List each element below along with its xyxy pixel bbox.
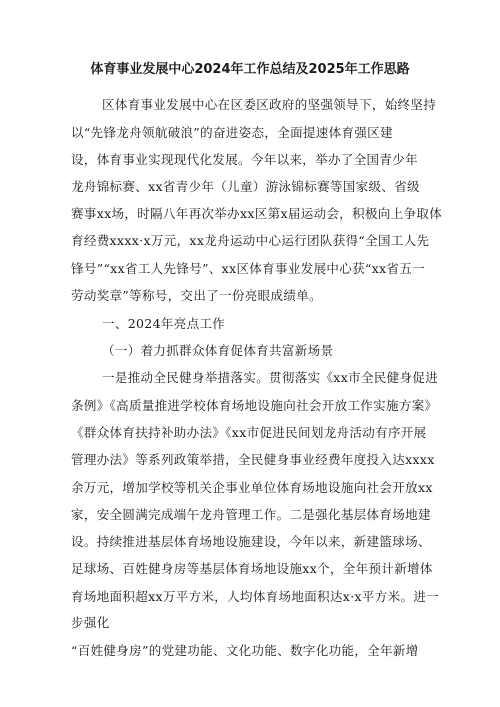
subsection-heading: （一）着力抓群众体育促体育共富新场景 bbox=[102, 343, 334, 358]
body-line: 育经费xxxx·x万元，xx龙舟运动中心运行团队获得“全国工人先 bbox=[71, 233, 430, 248]
body-line: 《群众体育扶持补助办法》《xx市促进民间划龙舟活动有序开展 bbox=[71, 425, 427, 440]
body-line: 区体育事业发展中心在区委区政府的坚强领导下，始终坚持 bbox=[102, 97, 437, 112]
body-line: 足球场、百姓健身房等基层体育场地设施xx个，全年预计新增体 bbox=[71, 561, 433, 576]
body-line: “百姓健身房”的党建功能、文化功能、数字化功能，全年新增 bbox=[71, 643, 419, 658]
body-line: 龙舟锦标赛、xx省青少年（儿童）游泳锦标赛等国家级、省级 bbox=[71, 179, 420, 194]
body-line: 余万元，增加学校等机关企事业单位体育场地设施向社会开放xx bbox=[71, 480, 433, 495]
body-line: 劳动奖章”等称号，交出了一份亮眼成绩单。 bbox=[71, 288, 322, 303]
body-line: 设，体育事业实现现代化发展。今年以来，举办了全国青少年 bbox=[71, 152, 418, 167]
body-line: 以“先锋龙舟领航破浪”的奋进姿态，全面提速体育强区建 bbox=[71, 125, 393, 140]
body-line: 家，安全圆满完成端午龙舟管理工作。二是强化基层体育场地建 bbox=[71, 507, 431, 522]
body-line: 条例》《高质量推进学校体育场地设施向社会开放工作实施方案》 bbox=[71, 398, 438, 413]
body-line: 赛事xx场，时隔八年再次举办xx区第x届运动会，积极向上争取体 bbox=[71, 206, 443, 221]
body-line: 设。持续推进基层体育场地设施建设，今年以来，新建篮球场、 bbox=[71, 534, 431, 549]
body-line: 育场地面积超xx万平方米，人均体育场地面积达x·x平方米。进一 bbox=[71, 589, 440, 604]
body-line: 步强化 bbox=[71, 615, 110, 630]
body-line: 一是推动全民健身举措落实。贯彻落实《xx市全民健身促进 bbox=[102, 370, 439, 385]
document-title: 体育事业发展中心2024年工作总结及2025年工作思路 bbox=[90, 62, 410, 77]
body-line: 管理办法》等系列政策举措，全民健身事业经费年度投入达xxxx bbox=[71, 452, 435, 467]
body-line: 锋号”“xx省工人先锋号”、xx区体育事业发展中心获“xx省五一 bbox=[71, 261, 426, 276]
section-heading: 一、2024年亮点工作 bbox=[102, 316, 226, 331]
